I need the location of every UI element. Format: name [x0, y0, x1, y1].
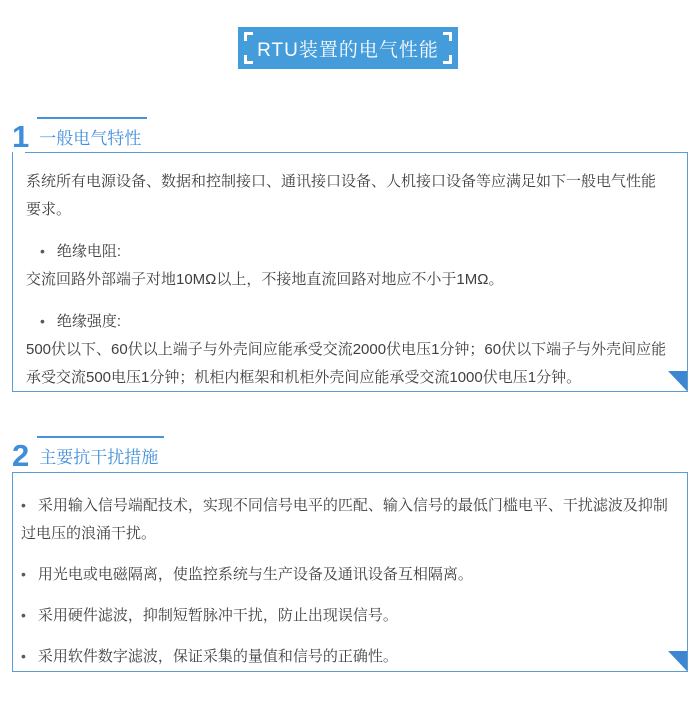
- corner-bracket-bottom-left-icon: [244, 55, 253, 64]
- section-1-heading: [12, 117, 147, 154]
- corner-triangle-icon: [668, 651, 687, 671]
- section-1-panel: [12, 152, 688, 392]
- title-banner: [238, 27, 458, 69]
- section-1-intro: 系统所有电源设备、数据和控制接口、通讯接口设备、人机接口设备等应满足如下一般电气性能要求。: [26, 173, 657, 218]
- section-1-item-2-detail: 500伏以下、60伏以上端子与外壳间应能承受交流2000伏电压1分钟；60伏以下端子与外壳间应能承受交流500电压1分钟；机柜内框架和机柜外壳间应能承受交流1000伏电压1分钟。: [26, 341, 667, 386]
- section-1-item-1-detail: 交流回路外部端子对地10MΩ以上，不接地直流回路对地应不小于1MΩ。: [26, 271, 504, 288]
- corner-bracket-bottom-right-icon: [443, 55, 452, 64]
- section-2-number: 2: [12, 438, 30, 473]
- page-title: RTU装置的电气性能: [257, 39, 439, 61]
- section-2-bullet-1: • 采用输入信号端配技术，实现不同信号电平的匹配、输入信号的最低门槛电平、干扰滤波及抑制过电压的浪涌干扰。: [21, 491, 669, 548]
- section-2-bullet-2: • 用光电或电磁隔离，使监控系统与生产设备及通讯设备互相隔离。: [21, 560, 669, 589]
- corner-bracket-top-left-icon: [244, 32, 253, 41]
- corner-bracket-top-right-icon: [443, 32, 452, 41]
- section-2-bullet-4: • 采用软件数字滤波，保证采集的量值和信号的正确性。: [21, 642, 669, 671]
- section-2-heading: [12, 436, 164, 473]
- section-1-item-1-label: • 绝缘电阻:: [26, 237, 669, 266]
- section-1-title: 一般电气特性: [37, 117, 147, 150]
- section-2-bullet-3: • 采用硬件滤波，抑制短暂脉冲干扰，防止出现误信号。: [21, 601, 669, 630]
- section-2-title: 主要抗干扰措施: [37, 436, 164, 469]
- corner-triangle-icon: [668, 371, 687, 391]
- section-2-panel: [12, 472, 688, 672]
- section-1-number: 1: [12, 119, 30, 154]
- section-1-item-2-label: • 绝缘强度:: [26, 307, 669, 336]
